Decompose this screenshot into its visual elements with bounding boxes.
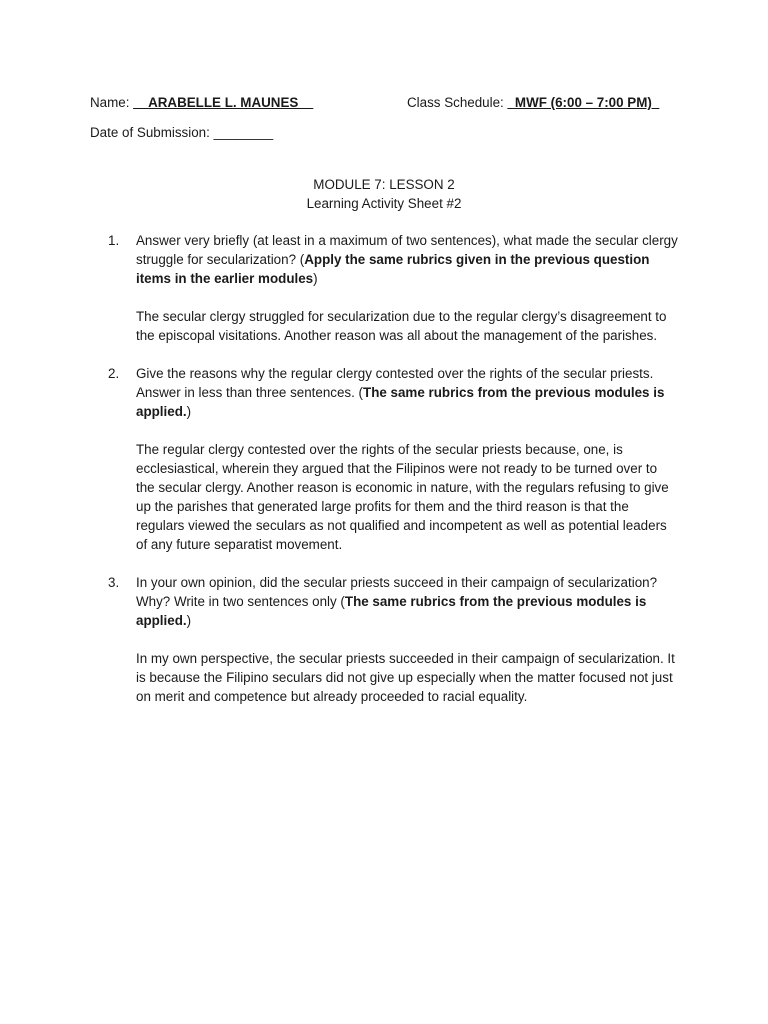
question-number: 2. (108, 366, 120, 381)
question-prompt (136, 573, 678, 630)
question-prompt (136, 364, 678, 421)
question-number: 1. (108, 233, 120, 248)
prompt-bold-text: The same rubrics from the previous modules is applied. (136, 594, 647, 628)
question-number: 3. (108, 575, 120, 590)
question-item-1 (108, 231, 678, 345)
question-list (108, 231, 678, 725)
answer-text: The regular clergy contested over the rights of the secular priests because, one, is ecclesiastical, wherein they argued that the Filipinos were not ready to be turned over to the secular clergy. Another reason is economic in nature, with the regulars refusing to give up the parishes that generated large profits for them and the third reason is that the regulars viewed the seculars as not qualified and incompetent as well as potential leaders of any future separatist movement. (136, 442, 669, 552)
prompt-end: ) (186, 613, 192, 628)
class-schedule-field (407, 93, 659, 112)
answer-text: The secular clergy struggled for secularization due to the regular clergy’s disagreement to the episcopal visitations. Another reason was all about the management of the parishes. (136, 309, 667, 343)
prompt-end: ) (313, 271, 318, 286)
question-item-2 (108, 364, 678, 554)
prompt-text: In your own opinion, did the secular priests succeed in their campaign of secularization? Why? Write in two sentences only ( (136, 575, 658, 609)
name-field (90, 93, 313, 112)
header-row (90, 93, 690, 113)
prompt-bold-text: Apply the same rubrics given in the previous question items in the earlier modules (136, 252, 650, 286)
question-item-3 (108, 573, 678, 706)
title-block (0, 175, 768, 213)
prompt-bold-text: The same rubrics from the previous modules is applied. (136, 385, 665, 419)
date-value: ________ (213, 125, 274, 140)
prompt-text: Give the reasons why the regular clergy contested over the rights of the secular priests. Answer in less than three sentences. ( (136, 366, 654, 400)
class-schedule-label: Class Schedule: (407, 95, 508, 110)
date-of-submission-field (90, 123, 273, 142)
prompt-end: ) (186, 404, 192, 419)
name-label: Name: (90, 95, 134, 110)
prompt-text: Answer very briefly (at least in a maximum of two sentences), what made the secular clergy struggle for secularization? ( (136, 233, 678, 267)
class-schedule-value: _MWF (6:00 – 7:00 PM)_ (507, 95, 660, 110)
module-title: MODULE 7: LESSON 2 (313, 177, 455, 192)
name-value: __ARABELLE L. MAUNES__ (133, 95, 314, 110)
answer-text: In my own perspective, the secular priests succeeded in their campaign of secularization. It is because the Filipino seculars did not give up especially when the matter focused not just on merit and competence but already proceeded to racial equality. (136, 651, 675, 704)
date-label: Date of Submission: (90, 125, 214, 140)
question-prompt (136, 231, 678, 288)
activity-sheet-subtitle: Learning Activity Sheet #2 (306, 196, 462, 211)
